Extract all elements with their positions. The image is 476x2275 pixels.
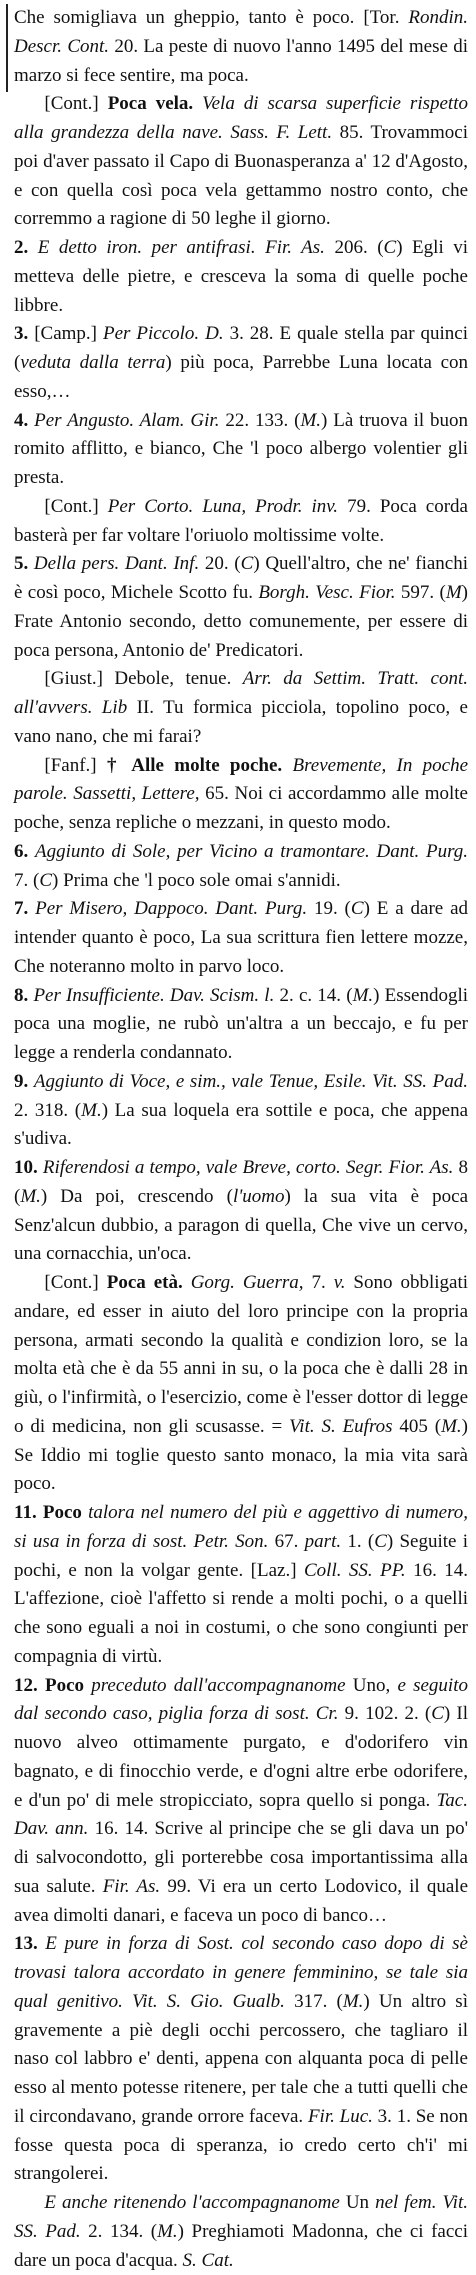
text-run: 7.	[303, 1272, 334, 1293]
bold-text: Poca vela.	[107, 93, 194, 115]
italic-text: E anche ritenendo l'accompagnanome	[44, 2192, 340, 2213]
entry-paragraph	[14, 752, 468, 838]
text-run	[183, 1272, 191, 1293]
text-run: 3. 1. Se non fosse questa poca di speranza, io credo certo ch'i' mi strangolerei.	[14, 2105, 468, 2185]
italic-text: v.	[333, 1272, 346, 1293]
entry-paragraph	[14, 320, 468, 406]
italic-text: nel fem. Vit. SS. Pad.	[14, 2192, 468, 2242]
text-run: ) Un altro sì gravemente a piè degli occhi percossero, che tagliaro il naso col labbro e' denti, appena con alquanta poca di pelle esso al mento potesse ritenere, per tale che a tutti quelli che il circondavano, grande orrore faceva.	[14, 1990, 468, 2127]
text-run: 20. La peste di nuovo l'anno 1495 del mese di marzo si fece sentire, ma poca.	[14, 35, 468, 86]
bold-text: 10.	[14, 1157, 43, 1178]
text-run: ) Prima che 'l poco sole omai s'annidi.	[52, 869, 341, 891]
bold-text: Poco	[42, 1502, 82, 1523]
bold-text: 11.	[14, 1502, 43, 1523]
italic-text: Vit. S. Eufros	[289, 1415, 393, 1437]
italic-text: M.	[441, 1415, 462, 1437]
entry-paragraph	[14, 665, 468, 751]
italic-text: M.	[81, 1099, 102, 1121]
entry-paragraph	[14, 234, 468, 320]
text-run: 597. (	[395, 582, 446, 603]
text-run: [Giust.] Debole, tenue.	[44, 668, 243, 690]
bold-text: 7.	[14, 898, 36, 920]
italic-text: Per Angusto. Alam. Gir.	[34, 409, 220, 431]
bold-text: 6.	[14, 840, 35, 862]
text-run: ) Se Iddio mi toglie questo santo monaco, la mia vita sarà poco.	[14, 1415, 468, 1495]
italic-text: veduta dalla terra	[20, 352, 166, 373]
italic-text: M.	[300, 409, 322, 431]
bold-text: Poco	[44, 1674, 85, 1696]
italic-text: C	[39, 869, 53, 891]
bold-text: 13.	[14, 1933, 46, 1955]
bold-text: 12.	[14, 1674, 45, 1696]
bold-text: 5.	[14, 553, 34, 575]
italic-text: M.	[342, 1990, 364, 2012]
italic-text: l'uomo	[232, 1185, 285, 1207]
entry-paragraph	[14, 1269, 468, 1499]
text-run: 16. 14. L'affezione, cioè l'affetto si rende a molti pochi, o a quelli che sono eguali a noi in costumi, o che sono congiunti per compagnia di virtù.	[14, 1559, 469, 1667]
text-run: 1. (	[341, 1530, 375, 1552]
text-run: ) più poca, Parrebbe Luna locata con esso,…	[14, 352, 469, 402]
bold-text: † Alle molte poche.	[106, 754, 283, 776]
text-run: ) Da poi, crescendo (	[40, 1185, 233, 1207]
text-run: 405 (	[392, 1415, 442, 1437]
italic-text: Aggiunto di Sole, per Vicino a tramontare. Dant. Purg.	[34, 840, 469, 862]
text-run: 20. (	[199, 553, 241, 575]
entry-paragraph	[14, 2189, 468, 2275]
italic-text: e seguito dal secondo caso, piglia forza di sost. Cr.	[14, 1674, 468, 1725]
entry-paragraph	[14, 90, 468, 234]
text-run: ) Essendogli poca una moglie, ne rubò un'altra a un beccajo, e fu per legge a renderla condannato.	[14, 984, 469, 1063]
italic-text: S. Cat.	[182, 2249, 234, 2271]
entry-paragraph	[14, 895, 468, 981]
entry-text	[14, 4, 468, 2275]
italic-text: M	[445, 582, 462, 603]
italic-text: C	[374, 1530, 387, 1552]
italic-text: Fir. Luc.	[307, 2105, 373, 2127]
italic-text: Per Corto. Luna, Prodr. inv.	[107, 495, 339, 517]
text-run: 8 (	[14, 1157, 469, 1207]
italic-text: Tac. Dav. ann.	[14, 1789, 468, 1840]
text-run: [Fanf.]	[44, 754, 107, 776]
italic-text: Brevemente, In poche parole. Sassetti, Lettere,	[14, 754, 469, 805]
text-run: 2. 134. (	[80, 2220, 158, 2242]
text-run: [Camp.]	[34, 323, 103, 345]
entry-paragraph	[14, 407, 468, 493]
italic-text: part.	[304, 1530, 342, 1552]
italic-text: Fir. As.	[102, 1875, 161, 1897]
text-run: 2. c. 14. (	[274, 984, 353, 1006]
italic-text: Rondin. Descr. Cont.	[14, 7, 468, 57]
italic-text: Riferendosi a tempo, vale Breve, corto. Segr. Fior. As.	[42, 1157, 454, 1178]
entry-paragraph	[14, 1499, 468, 1672]
entry-paragraph	[14, 838, 468, 896]
italic-text: Per Misero, Dappoco. Dant. Purg.	[35, 898, 308, 920]
italic-text: Arr. da Settim. Tratt. cont. all'avvers. Lib	[14, 668, 468, 718]
text-run: 3. 28. E quale stella par quinci (	[14, 323, 468, 373]
italic-text: Per Piccolo. D.	[102, 323, 224, 345]
bold-text: 3.	[14, 323, 35, 345]
italic-text: preceduto dall'accompagnanome	[91, 1674, 346, 1696]
entry-paragraph	[14, 493, 468, 551]
bold-text: 2.	[14, 237, 38, 258]
italic-text: Coll. SS. PP.	[304, 1559, 406, 1581]
italic-text: M.	[157, 2220, 178, 2242]
italic-text: Vela di scarsa superficie rispetto alla grandezza della nave. Sass. F. Lett.	[14, 93, 468, 143]
italic-text: C	[350, 898, 364, 920]
text-run: II. Tu formica picciola, topolino poco, e vano nano, che mi farai?	[14, 697, 468, 747]
bold-text: 9.	[14, 1070, 34, 1092]
italic-text: Per Insufficiente. Dav. Scism. l.	[33, 984, 275, 1006]
entry-paragraph	[14, 1068, 468, 1154]
text-run: [Cont.]	[44, 1272, 107, 1293]
text-run: ) Frate Antonio secondo, detto comunemente, per essere di poca persona, Antonio de' Predicatori.	[14, 582, 468, 661]
text-run: ) Preghiamoti Madonna, che ci facci dare un poca d'acqua.	[14, 2220, 468, 2271]
text-run: 317. (	[284, 1990, 343, 2012]
text-run: 2. 318. (	[14, 1099, 82, 1121]
italic-text: E detto iron. per antifrasi. Fir. As.	[37, 237, 325, 258]
text-run: [Cont.]	[44, 93, 108, 115]
bold-text: 4.	[14, 409, 35, 431]
text-run: Che somigliava un gheppio, tanto è poco. [Tor.	[14, 7, 409, 28]
text-run: ) La sua loquela era sottile e poca, che appena s'udiva.	[14, 1099, 469, 1150]
italic-text: talora nel numero del più e aggettivo di numero, si usa in forza di sost. Petr. Son.	[14, 1502, 469, 1552]
text-run: 22. 133. (	[219, 409, 301, 431]
bold-text: Poca età.	[106, 1272, 183, 1293]
text-run: ) E a dare ad intender quanto è poco, La sua scrittura fien lettere mozze, Che noteranno molto in parvo loco.	[14, 898, 469, 977]
text-run: 85. Trovammoci poi d'aver passato il Capo di Buonasperanza a' 12 d'Agosto, e con quella così poca vela gettammo nostro conto, che corremmo a ragione di 50 leghe il giorno.	[14, 122, 468, 230]
italic-text: M.	[352, 984, 374, 1006]
entry-paragraph	[14, 1672, 468, 1931]
italic-text: Gorg. Guerra,	[190, 1272, 304, 1293]
text-run: Un	[339, 2192, 376, 2213]
text-run: 65. Noi ci accordammo alle molte poche, senza repliche o mezzani, in questo modo.	[14, 783, 468, 833]
italic-text: C	[431, 1703, 444, 1725]
text-run: Sono obbligati andare, ed esser in aiuto del loro principe con la propria persona, armati secondo la qualità e condizion loro, se la molta età che è da 55 anni in su, o la poca che è dalli 28 in giù, o l'infirmità, o l'esercizio, come è l'esser dottor di legge o di medicina, non gli scusasse. =	[14, 1272, 469, 1437]
entry-paragraph	[14, 1154, 468, 1269]
italic-text: C	[383, 237, 397, 258]
italic-text: E pure in forza di Sost. col secondo caso dopo di sè trovasi talora accordato in genere femminino, se tale sia qual genitivo. Vit. S. Gio. Gualb.	[14, 1933, 468, 2012]
text-run: 7. (	[14, 869, 40, 891]
text-run: 206. (	[324, 237, 384, 258]
text-run: ) Seguite i pochi, e non la volgar gente. [Laz.]	[14, 1530, 468, 1581]
italic-text: Della pers. Dant. Inf.	[33, 553, 200, 575]
text-run: ) Là truova il buon romito afflitto, e bianco, Che 'l poco albergo volentier gli presta.	[14, 409, 469, 488]
text-run: 67.	[268, 1530, 305, 1552]
entry-paragraph	[14, 550, 468, 665]
text-run	[282, 755, 292, 776]
text-run: ) Quell'altro, che ne' fianchi è così poco, Michele Scotto fu.	[14, 553, 469, 603]
italic-text: Borgh. Vesc. Fior.	[258, 582, 396, 603]
text-run: 79. Poca corda basterà per far voltare l'oriuolo moltissime volte.	[14, 495, 468, 546]
italic-text: C	[240, 553, 254, 575]
text-run	[193, 93, 202, 114]
entry-paragraph	[14, 982, 468, 1068]
margin-rule	[6, 4, 8, 92]
text-run: 16. 14. Scrive al principe che se gli dava un po' di salvocondotto, gli porterebbe cosa importantissima alla sua salute.	[14, 1818, 468, 1897]
text-run: 19. (	[307, 898, 351, 920]
text-run: ) Il nuovo alveo ottimamente purgato, e d'odorifero vin bagnato, e di finocchio verde, e d'ogni altre erbe odorifere, e d'un po' di mele stropicciato, sopra quello si ponga.	[14, 1703, 469, 1811]
italic-text: Aggiunto di Voce, e sim., vale Tenue, Esile. Vit. SS. Pad.	[33, 1070, 469, 1092]
italic-text: M.	[20, 1185, 41, 1207]
text-run: ) la sua vita è poca Senz'alcun dubbio, a paragon di quella, Che vive un cervo, una cornacchia, un'oca.	[14, 1185, 468, 1265]
text-run: 9. 102. 2. (	[338, 1703, 432, 1725]
entry-paragraph	[14, 4, 468, 90]
text-run: ) Egli vi metteva delle pietre, e cresceva la soma di quelle poche libbre.	[14, 237, 469, 316]
text-run: 99. Vi era un certo Lodovico, il quale avea dimolti danari, e faceva un poco di banco…	[14, 1875, 468, 1926]
text-run: Uno,	[345, 1674, 398, 1696]
bold-text: 8.	[14, 984, 34, 1006]
text-run: [Cont.]	[44, 495, 108, 517]
entry-paragraph	[14, 1930, 468, 2189]
